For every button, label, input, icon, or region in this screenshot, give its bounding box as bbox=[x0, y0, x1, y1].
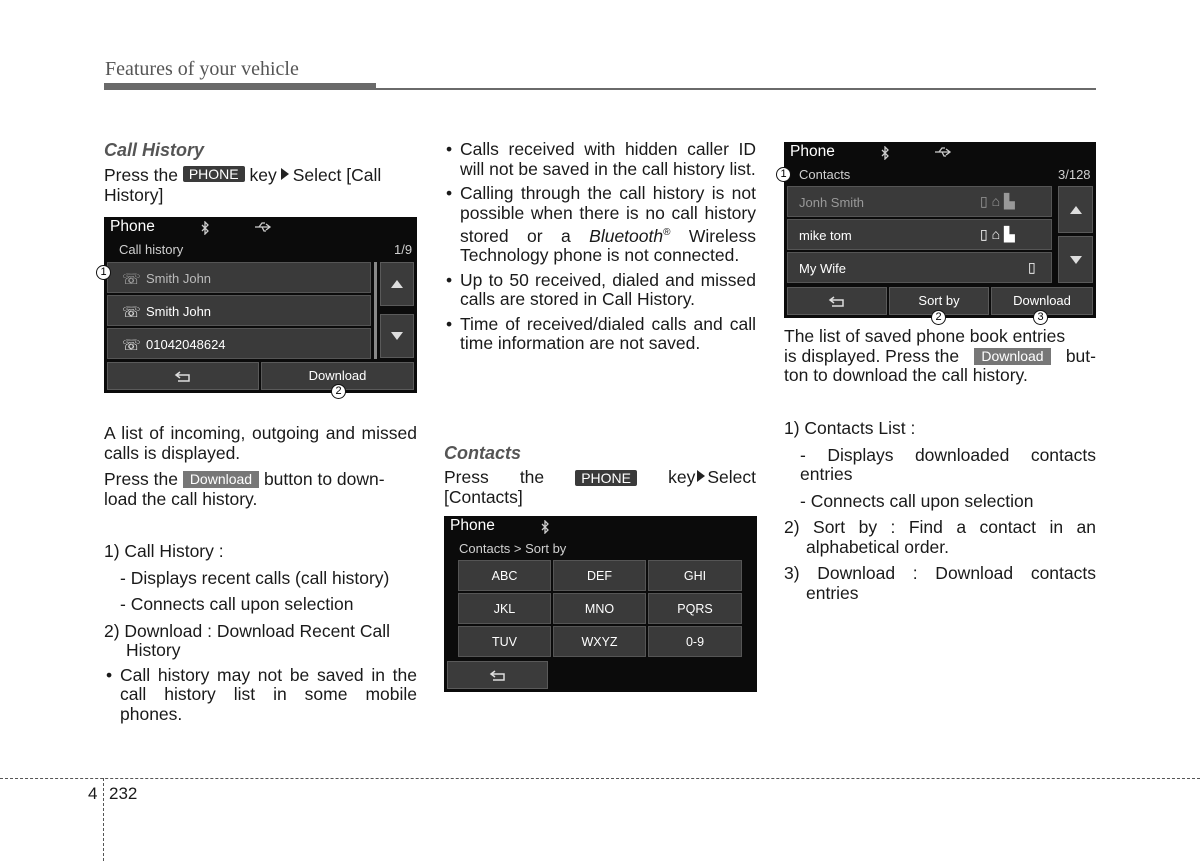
call-row[interactable]: ☏ Smith John bbox=[107, 262, 371, 293]
page-number: 232 bbox=[109, 784, 138, 803]
sort-key-mno[interactable]: MNO bbox=[553, 593, 646, 624]
page-indicator: 1/9 bbox=[394, 242, 413, 257]
contact-row[interactable]: mike tom ▯ ⌂ ▙ bbox=[787, 219, 1052, 250]
scroll-up-button[interactable] bbox=[1058, 186, 1093, 233]
callout-2: 2 bbox=[331, 384, 346, 399]
back-button[interactable] bbox=[107, 362, 259, 390]
call-icon: ☏ bbox=[122, 304, 141, 321]
download-instruction: Press the Download button to down- load the call history. bbox=[104, 469, 385, 509]
sort-by-button[interactable]: Sort by bbox=[889, 287, 989, 315]
callout-1: 1 bbox=[776, 167, 791, 182]
triangle-down-icon bbox=[1070, 256, 1082, 264]
header-rule-thick bbox=[104, 83, 376, 90]
sort-key-abc[interactable]: ABC bbox=[458, 560, 551, 591]
contact-row[interactable]: My Wife ▯ bbox=[787, 252, 1052, 283]
download-button[interactable]: Download bbox=[261, 362, 414, 390]
call-row[interactable]: ☏ 01042048624 bbox=[107, 328, 371, 359]
call-row[interactable]: ☏ Smith John bbox=[107, 295, 371, 326]
triangle-up-icon bbox=[391, 280, 403, 288]
sort-key-def[interactable]: DEF bbox=[553, 560, 646, 591]
contacts-heading: Contacts bbox=[444, 443, 522, 463]
triangle-down-icon bbox=[391, 332, 403, 340]
screen-subtitle: Call history bbox=[119, 242, 184, 257]
bluetooth-icon bbox=[880, 146, 890, 160]
sort-key-pqrs[interactable]: PQRS bbox=[648, 593, 742, 624]
arrow-icon bbox=[281, 168, 289, 180]
notes-list: • Calls received with hidden caller ID will not be saved in the call history list. • Calling through the call history is not possible when there is no call history stored or a Bluetooth® Wireless Technology phone is not connected. • Up to 50 received, dialed and missed calls are stored in Call History. • Time of received/dialed calls and call time information are not saved. bbox=[446, 139, 756, 354]
back-button[interactable] bbox=[787, 287, 887, 315]
sort-key-tuv[interactable]: TUV bbox=[458, 626, 551, 657]
sort-key-jkl[interactable]: JKL bbox=[458, 593, 551, 624]
chapter-number: 4 bbox=[88, 784, 98, 803]
callout-3: 3 bbox=[1033, 310, 1048, 325]
footer-rule bbox=[0, 778, 1200, 779]
scroll-down-button[interactable] bbox=[1058, 236, 1093, 283]
call-history-intro: Press the PHONE key Select [Call History] bbox=[104, 165, 382, 205]
download-button-label: Download bbox=[183, 471, 259, 488]
back-icon bbox=[828, 296, 846, 308]
callout-2: 2 bbox=[931, 310, 946, 325]
mobile-home-office-icons: ▯ ⌂ ▙ bbox=[980, 193, 1015, 209]
back-button[interactable] bbox=[447, 661, 548, 689]
screen-subtitle: Contacts bbox=[799, 167, 851, 182]
usb-icon bbox=[934, 147, 952, 157]
page-indicator: 3/128 bbox=[1058, 167, 1091, 182]
usb-icon bbox=[254, 222, 272, 232]
bluetooth-icon bbox=[200, 221, 210, 235]
call-history-heading: Call History bbox=[104, 140, 205, 160]
scrollbar[interactable] bbox=[374, 262, 377, 359]
triangle-up-icon bbox=[1070, 206, 1082, 214]
contacts-list: 1) Contacts List : - Displays downloaded contacts entries - Connects call upon selection 2) Sort by : Find a contact in an alphabetical order. 3) Download : Download contacts entries bbox=[784, 418, 1096, 603]
sort-key-0-9[interactable]: 0-9 bbox=[648, 626, 742, 657]
call-history-description: A list of incoming, outgoing and missed calls is displayed. bbox=[104, 423, 417, 463]
footer-divider bbox=[103, 778, 104, 861]
screen-title: Phone bbox=[110, 218, 155, 235]
contacts-screen bbox=[784, 142, 1096, 318]
screen-subtitle: Contacts > Sort by bbox=[459, 541, 567, 556]
call-icon: ☏ bbox=[122, 271, 141, 288]
call-history-list: 1) Call History : - Displays recent calls (call history) - Connects call upon selection 2) Download : Download Recent Call History • Call history may not be saved in the call history list in some mobile phones. bbox=[104, 541, 417, 724]
screen-title: Phone bbox=[790, 143, 835, 160]
back-icon bbox=[489, 670, 507, 682]
mobile-home-office-icons: ▯ ⌂ ▙ bbox=[980, 226, 1015, 242]
sort-by-screen bbox=[444, 516, 757, 692]
contact-row[interactable]: Jonh Smith ▯ ⌂ ▙ bbox=[787, 186, 1052, 217]
download-button[interactable]: Download bbox=[991, 287, 1093, 315]
callout-1: 1 bbox=[96, 265, 111, 280]
running-header: Features of your vehicle bbox=[105, 58, 299, 80]
scroll-up-button[interactable] bbox=[380, 262, 414, 306]
download-button-label: Download bbox=[974, 348, 1050, 365]
bluetooth-icon bbox=[540, 520, 550, 534]
call-icon: ☏ bbox=[122, 337, 141, 354]
phone-key: PHONE bbox=[183, 166, 245, 182]
scroll-down-button[interactable] bbox=[380, 314, 414, 358]
arrow-icon bbox=[697, 470, 705, 482]
contacts-description: The list of saved phone book entries is displayed. Press the Download but- ton to download the call history. bbox=[784, 326, 1096, 385]
phone-key: PHONE bbox=[575, 470, 637, 486]
back-icon bbox=[174, 371, 192, 383]
header-rule-thin bbox=[376, 88, 1096, 90]
contacts-intro: Press the PHONE key Select [Contacts] bbox=[444, 467, 756, 507]
call-history-screen bbox=[104, 217, 417, 393]
screen-title: Phone bbox=[450, 517, 495, 534]
sort-key-ghi[interactable]: GHI bbox=[648, 560, 742, 591]
sort-key-wxyz[interactable]: WXYZ bbox=[553, 626, 646, 657]
mobile-icon: ▯ bbox=[1028, 259, 1036, 275]
